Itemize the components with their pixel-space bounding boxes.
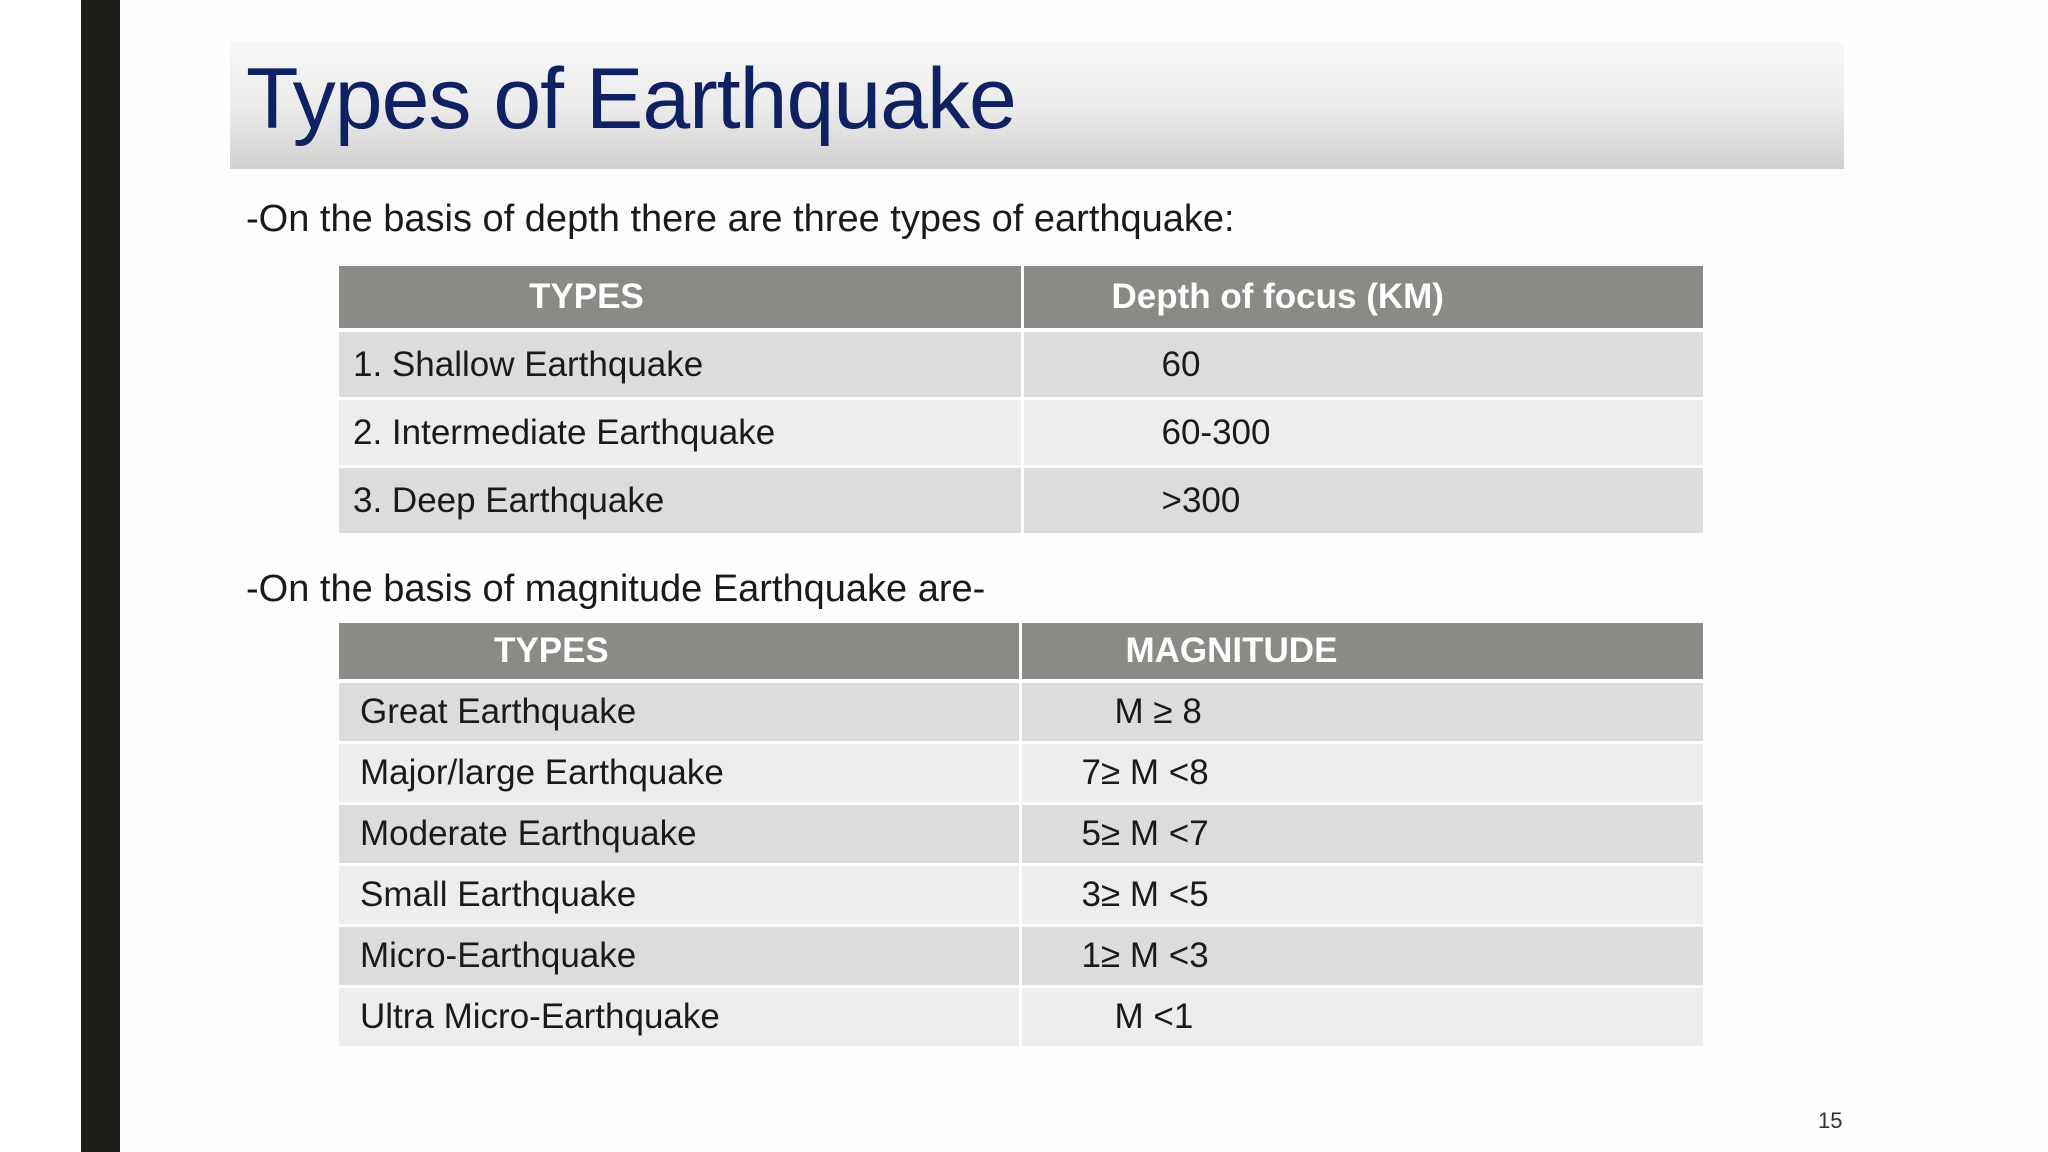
depth-header-types: TYPES [339, 266, 1022, 330]
depth-type-cell: 1. Shallow Earthquake [339, 330, 1022, 399]
magnitude-type-cell: Moderate Earthquake [339, 804, 1020, 865]
magnitude-type-cell: Great Earthquake [339, 681, 1020, 743]
magnitude-value-cell: M <1 [1020, 987, 1703, 1047]
depth-value-cell: >300 [1022, 467, 1703, 534]
slide-title: Types of Earthquake [246, 51, 1016, 147]
table-row [339, 330, 1703, 399]
depth-table [339, 266, 1703, 533]
magnitude-table-header-row [339, 623, 1703, 681]
table-row [339, 804, 1703, 865]
magnitude-type-cell: Micro-Earthquake [339, 926, 1020, 987]
slide-left-bar [81, 0, 120, 1152]
magnitude-value-cell: 5≥ M <7 [1020, 804, 1703, 865]
table-row [339, 987, 1703, 1047]
depth-table-header-row [339, 266, 1703, 330]
magnitude-value-cell: 3≥ M <5 [1020, 865, 1703, 926]
magnitude-intro-text: -On the basis of magnitude Earthquake are- [246, 568, 986, 610]
table-row [339, 865, 1703, 926]
table-row [339, 926, 1703, 987]
depth-header-depth: Depth of focus (KM) [1022, 266, 1703, 330]
magnitude-table [339, 623, 1703, 1046]
depth-intro-text: -On the basis of depth there are three types of earthquake: [246, 198, 1235, 240]
magnitude-type-cell: Ultra Micro-Earthquake [339, 987, 1020, 1047]
table-row [339, 467, 1703, 534]
depth-type-cell: 2. Intermediate Earthquake [339, 399, 1022, 467]
magnitude-type-cell: Small Earthquake [339, 865, 1020, 926]
magnitude-type-cell: Major/large Earthquake [339, 743, 1020, 804]
table-row [339, 743, 1703, 804]
table-row [339, 399, 1703, 467]
depth-type-cell: 3. Deep Earthquake [339, 467, 1022, 534]
depth-value-cell: 60-300 [1022, 399, 1703, 467]
page-number: 15 [1818, 1108, 1843, 1133]
table-row [339, 681, 1703, 743]
magnitude-value-cell: 7≥ M <8 [1020, 743, 1703, 804]
depth-value-cell: 60 [1022, 330, 1703, 399]
magnitude-header-magnitude: MAGNITUDE [1020, 623, 1703, 681]
magnitude-header-types: TYPES [339, 623, 1020, 681]
magnitude-value-cell: 1≥ M <3 [1020, 926, 1703, 987]
magnitude-value-cell: M ≥ 8 [1020, 681, 1703, 743]
